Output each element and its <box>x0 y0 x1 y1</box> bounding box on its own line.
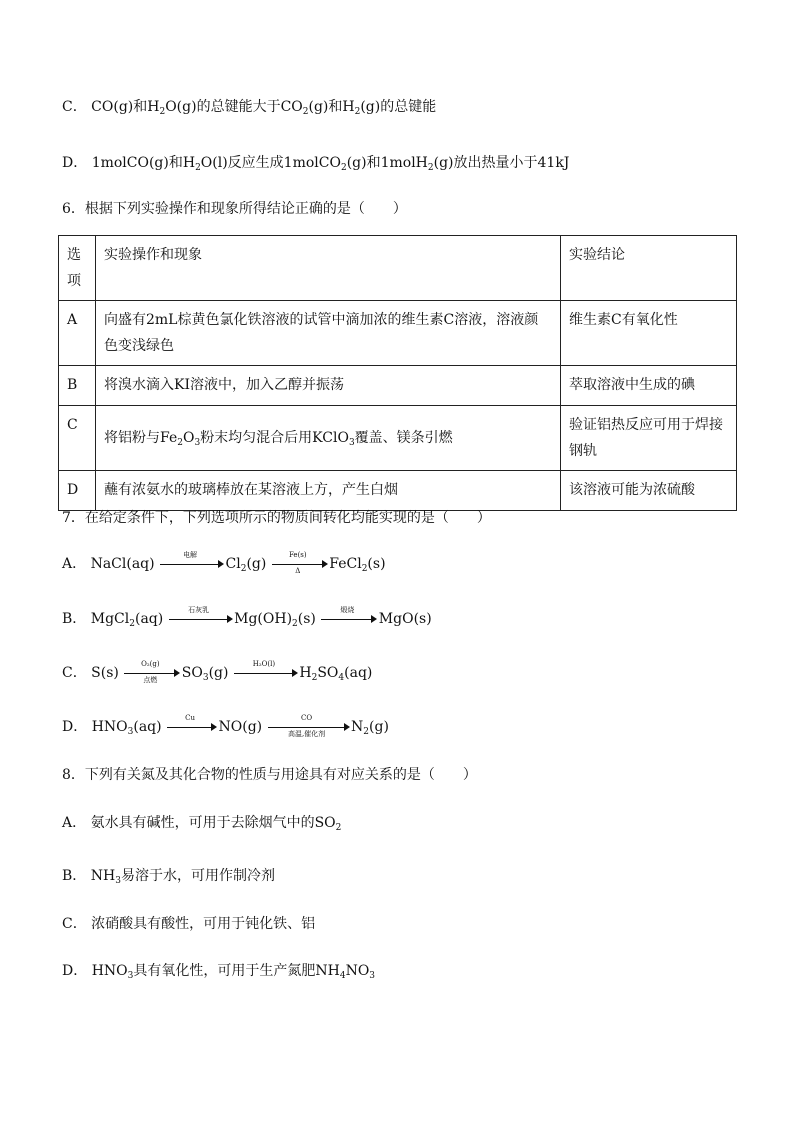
table-row <box>59 366 737 406</box>
reaction-arrow: 电解 <box>160 563 220 565</box>
row-option: A <box>59 301 96 366</box>
row-option: C <box>59 406 96 471</box>
q5-option-c: C． CO(g)和$H_2O(g)$的总键能大于$CO_2(g)$和$H_2(g)$的总键能 <box>62 99 437 117</box>
table-row <box>59 406 737 471</box>
row-conclusion: 该溶液可能为浓硫酸 <box>561 471 737 511</box>
header-option: 选项 <box>59 236 96 301</box>
row-operation: 将铝粉与$Fe_2O_3$粉末均匀混合后用KClO$_3$覆盖、镁条引燃 <box>96 406 561 471</box>
q7-option-c: C． S(s) O₂(g) 点燃 $SO_3(g)$ H₂O(l) $H_2SO_4(aq)$ <box>62 660 373 684</box>
reaction-arrow: 石灰乳 <box>169 618 229 620</box>
q7-stem: 7．在给定条件下，下列选项所示的物质间转化均能实现的是（ ） <box>62 510 491 526</box>
reaction-arrow: O₂(g) 点燃 <box>124 672 176 674</box>
q7-option-a: A． NaCl(aq) 电解 $Cl_2(g)$ $\frac{Fe(s)}{\Delta}$ FeCl$_2$(s) <box>62 551 386 575</box>
q7-option-d: D． $HNO_3(aq)$ Cu NO(g) CO 高温,催化剂 $N_2(g)$ <box>62 714 389 738</box>
reaction-arrow: CO 高温,催化剂 <box>268 726 346 728</box>
q8-option-c: C． 浓硝酸具有酸性，可用于钝化铁、铝 <box>62 916 316 932</box>
q6-table <box>58 235 737 511</box>
row-operation: 蘸有浓氨水的玻璃棒放在某溶液上方，产生白烟 <box>96 471 561 511</box>
q5-option-d: D． 1molCO(g)和$H_2O(l)$反应生成1molCO$_2$(g)和1molH$_2$(g)放出热量小于41kJ <box>62 155 570 173</box>
row-conclusion: 验证铝热反应可用于焊接钢轨 <box>561 406 737 471</box>
q7-option-b: B． MgCl$_2$(aq) 石灰乳 $Mg(OH)_2(s)$ 煅烧 MgO(s) <box>62 606 432 629</box>
row-option: B <box>59 366 96 406</box>
table-row <box>59 471 737 511</box>
q8-stem: 8．下列有关氮及其化合物的性质与用途具有对应关系的是（ ） <box>62 767 477 783</box>
q8-option-a: A． 氨水具有碱性，可用于去除烟气中的$SO_2$ <box>62 815 342 833</box>
row-operation: 将溴水滴入KI溶液中，加入乙醇并振荡 <box>96 366 561 406</box>
reaction-arrow: Cu <box>167 726 213 728</box>
row-conclusion: 萃取溶液中生成的碘 <box>561 366 737 406</box>
row-conclusion: 维生素C有氧化性 <box>561 301 737 366</box>
reaction-arrow: 煅烧 <box>321 618 373 620</box>
q6-stem: 6．根据下列实验操作和现象所得结论正确的是（ ） <box>62 201 407 217</box>
table-header-row <box>59 236 737 301</box>
table-row <box>59 301 737 366</box>
row-operation: 向盛有2mL棕黄色氯化铁溶液的试管中滴加浓的维生素C溶液，溶液颜色变浅绿色 <box>96 301 561 366</box>
q8-option-d: D． $HNO_3$具有氧化性，可用于生产氮肥$NH_4NO_3$ <box>62 963 376 981</box>
header-operation: 实验操作和现象 <box>96 236 561 301</box>
row-option: D <box>59 471 96 511</box>
reaction-arrow: $\frac{Fe(s)}{\Delta}$ <box>272 563 324 565</box>
reaction-arrow: H₂O(l) <box>234 672 294 674</box>
q8-option-b: B． $NH_3$易溶于水，可用作制冷剂 <box>62 868 275 886</box>
header-conclusion: 实验结论 <box>561 236 737 301</box>
